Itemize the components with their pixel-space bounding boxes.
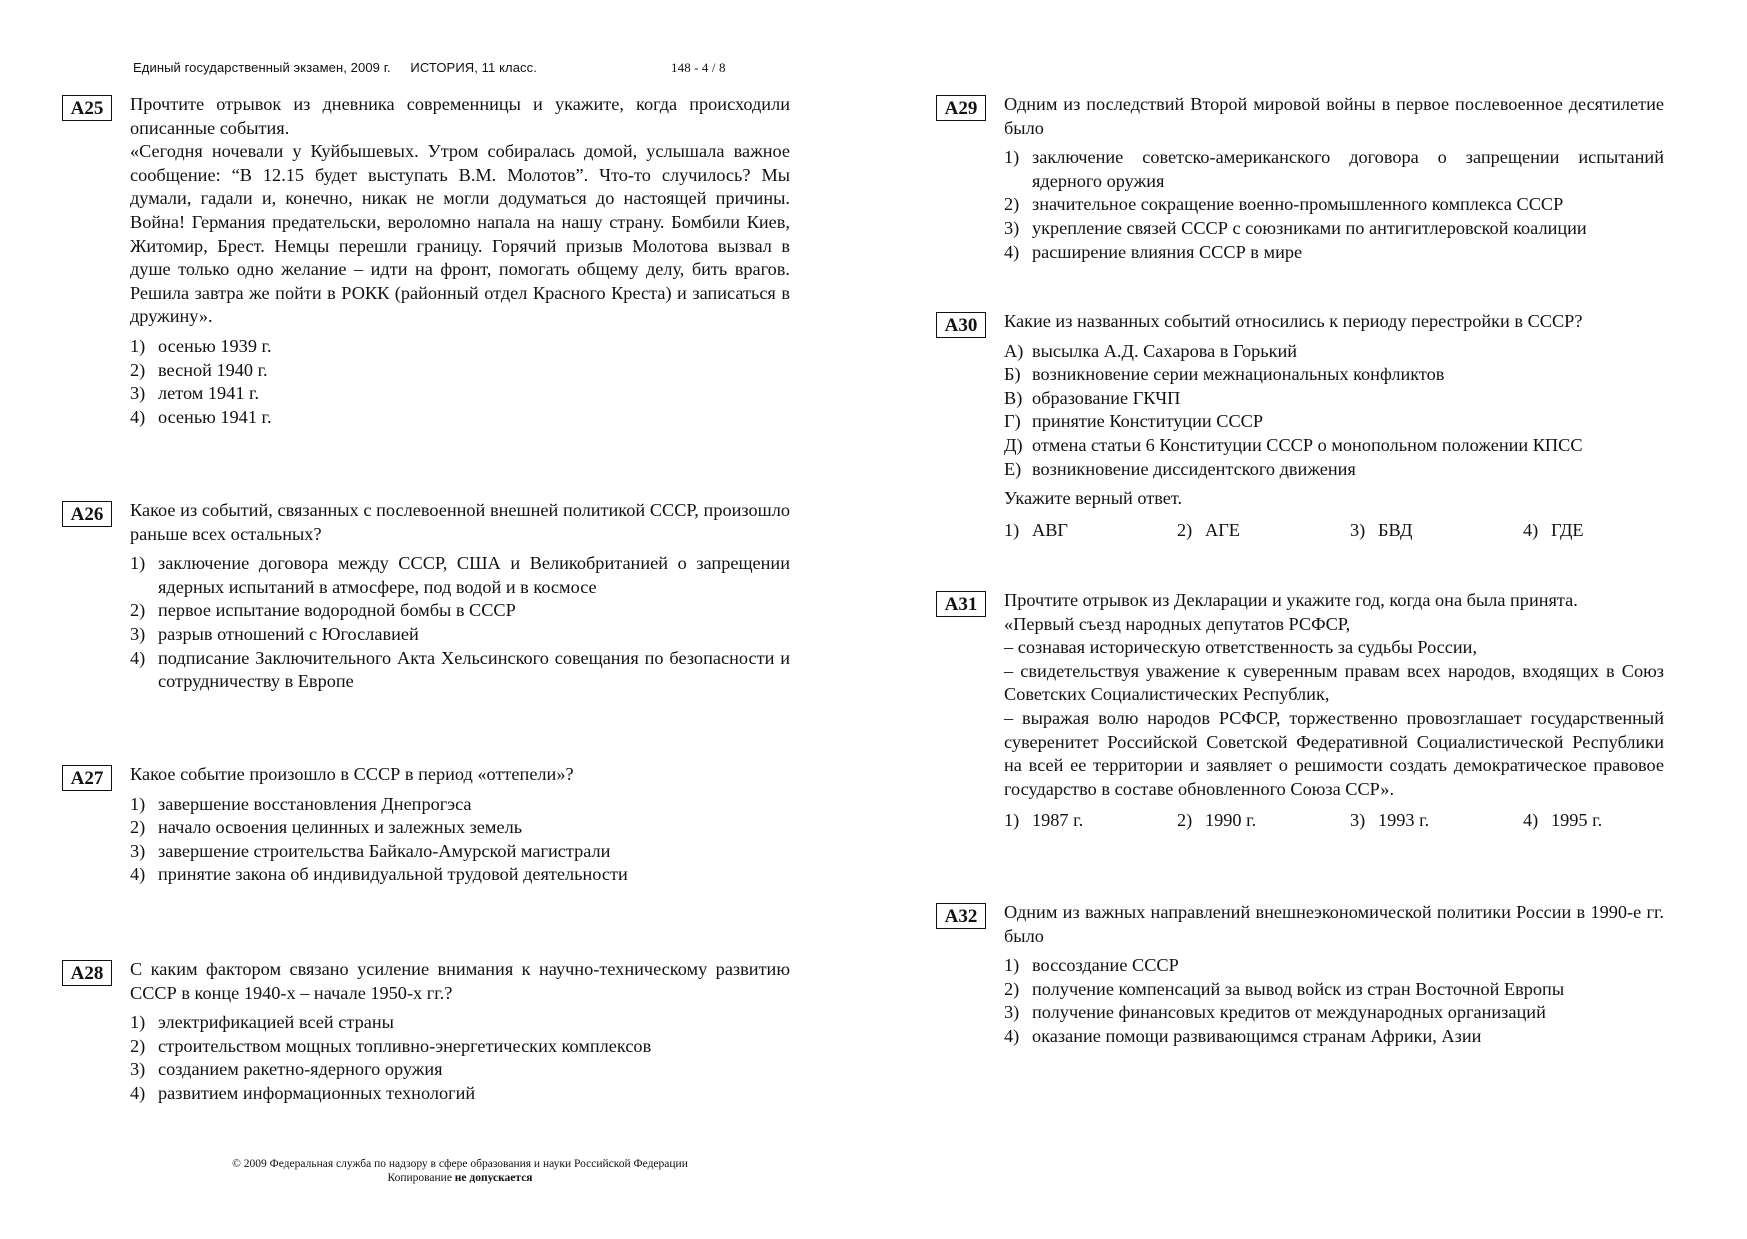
answer-option[interactable] [1350,809,1523,833]
option-text: 1993 г. [1378,810,1430,831]
option-number: 3) [130,623,146,644]
option-text: 1990 г. [1205,810,1257,831]
answer-option[interactable] [130,793,790,817]
task-label: A25 [62,95,112,121]
statement-letter: Д) [1004,434,1023,455]
option-number: 2) [1004,978,1020,999]
task-label: A26 [62,501,112,527]
answer-option[interactable] [130,840,790,864]
option-text: расширение влияния СССР в мире [1032,241,1303,262]
quote-line: – свидетельствуя уважение к суверенным правам всех народов, входящих в Союз Советских Социалистических Республик, [1004,660,1664,705]
task-label: A32 [936,903,986,929]
option-number: 3) [130,383,146,404]
statement-text: принятие Конституции СССР [1032,411,1264,432]
copyright-text: © 2009 Федеральная служба по надзору в сфере образования и науки Российской Федерации [232,1158,688,1170]
task-a25 [70,93,790,429]
option-text: получение финансовых кредитов от международных организаций [1032,1002,1546,1023]
option-number: 2) [130,600,146,621]
option-number: 4) [130,1082,146,1103]
options-list [1004,519,1664,543]
option-text: ГДЕ [1551,519,1584,540]
option-number: 4) [1004,1025,1020,1046]
statement-letter: В) [1004,387,1023,408]
task-question: Какое из событий, связанных с послевоенной внешней политикой СССР, произошло раньше всех остальных? [130,500,790,544]
task-a26 [70,499,790,694]
statement-letter: А) [1004,340,1024,361]
option-text: 1987 г. [1032,810,1084,831]
option-text: электрификацией всей страны [158,1012,394,1033]
answer-option[interactable] [130,359,790,383]
option-number: 4) [1523,519,1539,540]
task-question: Одним из важных направлений внешнеэкономической политики России в 1990-е гг. было [1004,902,1664,946]
option-number: 2) [130,1035,146,1056]
statement-text: отмена статьи 6 Конституции СССР о монопольном положении КПСС [1032,434,1583,455]
task-label: A30 [936,312,986,338]
task-question: Какие из названных событий относились к периоду перестройки в СССР? [1004,311,1583,331]
task-question: С каким фактором связано усиление внимания к научно-техническому развитию СССР в конце 1940-х – начале 1950-х гг.? [130,959,790,1003]
option-text: разрыв отношений с Югославией [158,623,419,644]
option-number: 2) [130,817,146,838]
task-a27 [70,763,790,887]
statements-list [1004,340,1664,482]
option-number: 1) [1004,147,1020,168]
option-text: завершение строительства Байкало-Амурской магистрали [158,840,611,861]
answer-option[interactable] [130,1035,790,1059]
answer-option[interactable] [1004,241,1664,265]
statement-letter: Е) [1004,458,1022,479]
statement-text: возникновение серии межнациональных конфликтов [1032,364,1445,385]
answer-option[interactable] [1004,954,1664,978]
task-a28 [70,958,790,1106]
statement-text: образование ГКЧП [1032,387,1181,408]
statement-item [1004,363,1664,387]
option-text: весной 1940 г. [158,359,268,380]
answer-option[interactable] [130,816,790,840]
option-number: 4) [1004,241,1020,262]
quote-line: «Первый съезд народных депутатов РСФСР, [1004,613,1351,634]
option-text: начало освоения целинных и залежных земель [158,817,523,838]
page-footer [160,1157,760,1185]
statement-item [1004,340,1664,364]
option-text: строительством мощных топливно-энергетических комплексов [158,1035,652,1056]
task-a32 [944,901,1664,1049]
option-number: 2) [1177,810,1193,831]
option-text: АВГ [1032,519,1068,540]
option-text: осенью 1941 г. [158,406,272,427]
answer-option[interactable] [1004,1025,1664,1049]
option-text: летом 1941 г. [158,383,260,404]
options-list [1004,809,1664,833]
task-question: Прочтите отрывок из дневника современницы и укажите, когда происходили описанные события. [130,94,790,138]
task-a31 [944,589,1664,833]
option-text: заключение советско-американского договора о запрещении испытаний ядерного оружия [1032,147,1664,191]
option-number: 2) [130,359,146,380]
option-text: заключение договора между СССР, США и Великобританией о запрещении ядерных испытаний в атмосфере, под водой и в космосе [158,553,790,597]
answer-option[interactable] [130,623,790,647]
statement-text: возникновение диссидентского движения [1032,458,1356,479]
answer-prompt: Укажите верный ответ. [1004,488,1183,509]
option-text: воссоздание СССР [1032,955,1179,976]
option-text: завершение восстановления Днепрогэса [158,793,472,814]
option-text: укрепление связей СССР с союзниками по антигитлеровской коалиции [1032,217,1587,238]
task-question: Одним из последствий Второй мировой войны в первое послевоенное десятилетие было [1004,94,1664,138]
task-label: A27 [62,765,112,791]
copy-prefix: Копирование [387,1172,455,1184]
statement-item [1004,458,1664,482]
task-question: Какое событие произошло в СССР в период «оттепели»? [130,764,574,784]
answer-option[interactable] [130,1011,790,1035]
page-header [133,60,726,75]
answer-option[interactable] [130,863,790,887]
answer-option[interactable] [1004,217,1664,241]
options-list [130,1011,790,1105]
answer-option[interactable] [1523,519,1696,543]
statement-item [1004,410,1664,434]
options-list [130,335,790,429]
task-question: Прочтите отрывок из Декларации и укажите год, когда она была принята. [1004,590,1578,610]
option-text: подписание Заключительного Акта Хельсинского совещания по безопасности и сотрудничеству в Европе [158,647,790,692]
statement-letter: Г) [1004,411,1021,432]
option-number: 4) [130,406,146,427]
exam-title: Единый государственный экзамен, 2009 г. [133,60,391,75]
task-quote: «Сегодня ночевали у Куйбышевых. Утром собиралась домой, услышала важное сообщение: “В 12.15 будет выступать В.М. Молотов”. Что-то случилось? Мы думали, гадали и, конечно, никак не могли додуматься до настоящей причины. Война! Германия предательски, вероломно напала на нашу страну. Бомбили Киев, Житомир, Брест. Немцы перешли границу. Горячий призыв Молотова вызвал в душе только одно желание – идти на фронт, помогать общему делу, бить врагов. Решила завтра же пойти в РОКК (районный отдел Красного Креста) и записаться в дружину». [130,141,790,327]
option-number: 3) [130,840,146,861]
option-number: 1) [1004,810,1020,831]
option-number: 1) [1004,519,1020,540]
answer-option[interactable] [130,1082,790,1106]
answer-option[interactable] [130,647,790,694]
answer-option[interactable] [1350,519,1523,543]
answer-option[interactable] [130,599,790,623]
option-text: получение компенсаций за вывод войск из стран Восточной Европы [1032,978,1565,999]
option-text: развитием информационных технологий [158,1082,476,1103]
statement-text: высылка А.Д. Сахарова в Горький [1032,340,1298,361]
task-a30 [944,310,1664,542]
answer-option[interactable] [130,1058,790,1082]
options-list [130,793,790,887]
subject-title: ИСТОРИЯ, 11 класс. [410,60,537,75]
option-number: 1) [130,335,146,356]
page-number: 148 - 4 / 8 [671,60,726,75]
answer-option[interactable] [1004,519,1177,543]
answer-option[interactable] [1004,146,1664,193]
option-number: 4) [1523,810,1539,831]
option-number: 1) [130,1012,146,1033]
answer-option[interactable] [130,552,790,599]
option-number: 4) [130,864,146,885]
option-number: 3) [130,1059,146,1080]
option-number: 3) [1004,217,1020,238]
option-text: АГЕ [1205,519,1240,540]
options-list [130,552,790,694]
option-text: оказание помощи развивающимся странам Африки, Азии [1032,1025,1482,1046]
task-label: A29 [936,95,986,121]
option-number: 3) [1004,1002,1020,1023]
task-a29 [944,93,1664,264]
answer-option[interactable] [1004,809,1177,833]
option-number: 1) [130,793,146,814]
option-text: первое испытание водородной бомбы в СССР [158,600,516,621]
option-number: 2) [1004,194,1020,215]
option-number: 1) [130,553,146,574]
quote-line: – выражая волю народов РСФСР, торжественно провозглашает государственный суверенитет Российской Советской Федеративной Социалистической Республики на всей ее территории и заявляет о решимости создать демократическое правовое государство в составе обновленного Союза ССР». [1004,707,1664,799]
answer-option[interactable] [1177,809,1350,833]
task-label: A31 [936,591,986,617]
answer-option[interactable] [1177,519,1350,543]
option-number: 2) [1177,519,1193,540]
answer-option[interactable] [1004,193,1664,217]
statement-item [1004,434,1664,458]
answer-option[interactable] [1523,809,1696,833]
copy-notice [160,1171,760,1185]
options-list [1004,146,1664,264]
option-number: 3) [1350,519,1366,540]
answer-option[interactable] [130,382,790,406]
option-text: принятие закона об индивидуальной трудовой деятельности [158,864,628,885]
options-list [1004,954,1664,1048]
option-text: осенью 1939 г. [158,335,272,356]
option-text: созданием ракетно-ядерного оружия [158,1059,443,1080]
option-text: 1995 г. [1551,810,1603,831]
option-number: 4) [130,647,146,668]
answer-option[interactable] [130,335,790,359]
answer-option[interactable] [130,406,790,430]
option-text: значительное сокращение военно-промышленного комплекса СССР [1032,194,1564,215]
copy-bold: не допускается [454,1172,533,1184]
quote-line: – сознавая историческую ответственность за судьбы России, [1004,637,1478,658]
option-number: 3) [1350,810,1366,831]
option-number: 1) [1004,955,1020,976]
statement-item [1004,387,1664,411]
task-label: A28 [62,960,112,986]
answer-option[interactable] [1004,978,1664,1002]
option-text: БВД [1378,519,1413,540]
answer-option[interactable] [1004,1001,1664,1025]
statement-letter: Б) [1004,364,1021,385]
